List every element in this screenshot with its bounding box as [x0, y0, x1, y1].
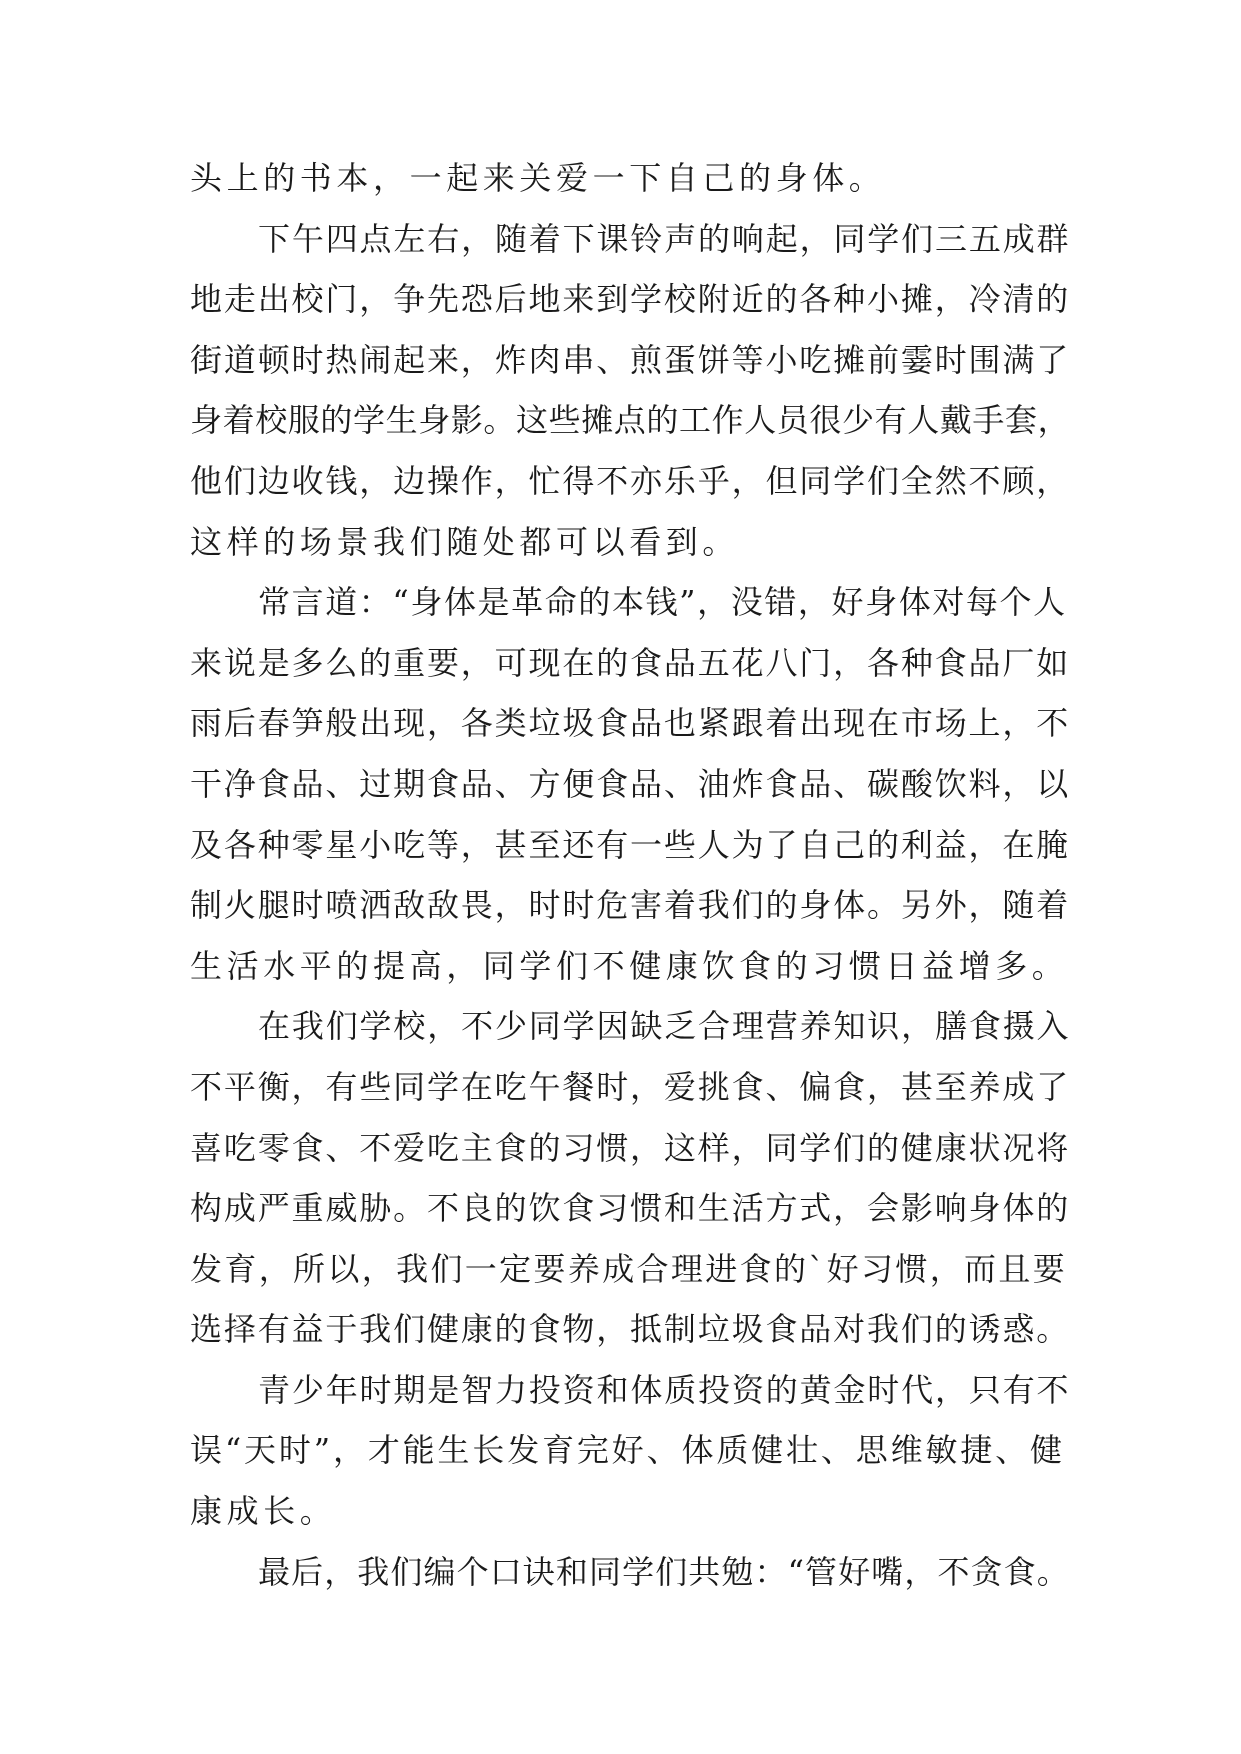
- text-line: 最后，我们编个口诀和同学们共勉：“管好嘴，不贪食。: [258, 1552, 1070, 1591]
- text-line: 制火腿时喷洒敌敌畏，时时危害着我们的身体。另外，随着: [190, 886, 1071, 925]
- text-line: 下午四点左右，随着下课铃声的响起，同学们三五成群: [258, 219, 1071, 258]
- text-line: 雨后春笋般出现，各类垃圾食品也紧跟着出现在市场上，不: [190, 704, 1071, 743]
- text-line: 构成严重威胁。不良的饮食习惯和生活方式，会影响身体的: [190, 1189, 1071, 1228]
- text-line: 及各种零星小吃等，甚至还有一些人为了自己的利益，在腌: [190, 825, 1071, 864]
- text-line: 干净食品、过期食品、方便食品、油炸食品、碳酸饮料，以: [190, 764, 1071, 803]
- text-line: 生活水平的提高，同学们不健康饮食的习惯日益增多。: [190, 946, 1069, 985]
- text-line: 街道顿时热闹起来，炸肉串、煎蛋饼等小吃摊前霎时围满了: [190, 340, 1071, 379]
- text-line: 身着校服的学生身影。这些摊点的工作人员很少有人戴手套，: [190, 401, 1071, 440]
- text-line: 选择有益于我们健康的食物，抵制垃圾食品对我们的诱惑。: [190, 1310, 1071, 1349]
- document-body: [190, 148, 1070, 1602]
- text-line: 误“天时”，才能生长发育完好、体质健壮、思维敏捷、健: [190, 1431, 1065, 1470]
- text-line: 这样的场景我们随处都可以看到。: [190, 522, 740, 561]
- text-line: 不平衡，有些同学在吃午餐时，爱挑食、偏食，甚至养成了: [190, 1067, 1071, 1106]
- text-line: 青少年时期是智力投资和体质投资的黄金时代，只有不: [258, 1370, 1071, 1409]
- text-line: 来说是多么的重要，可现在的食品五花八门，各种食品厂如: [190, 643, 1071, 682]
- text-line: 发育，所以，我们一定要养成合理进食的`好习惯，而且要: [190, 1249, 1068, 1288]
- text-line: 他们边收钱，边操作，忙得不亦乐乎，但同学们全然不顾，: [190, 461, 1071, 500]
- text-line: 康成长。: [190, 1492, 337, 1531]
- text-line: 在我们学校，不少同学因缺乏合理营养知识，膳食摄入: [258, 1007, 1071, 1046]
- text-line: 常言道：“身体是革命的本钱”，没错，好身体对每个人: [258, 583, 1067, 622]
- text-line: 头上的书本，一起来关爱一下自己的身体。: [190, 159, 886, 197]
- text-line: 喜吃零食、不爱吃主食的习惯，这样，同学们的健康状况将: [190, 1128, 1071, 1167]
- text-line: 地走出校门，争先恐后地来到学校附近的各种小摊，冷清的: [190, 280, 1071, 319]
